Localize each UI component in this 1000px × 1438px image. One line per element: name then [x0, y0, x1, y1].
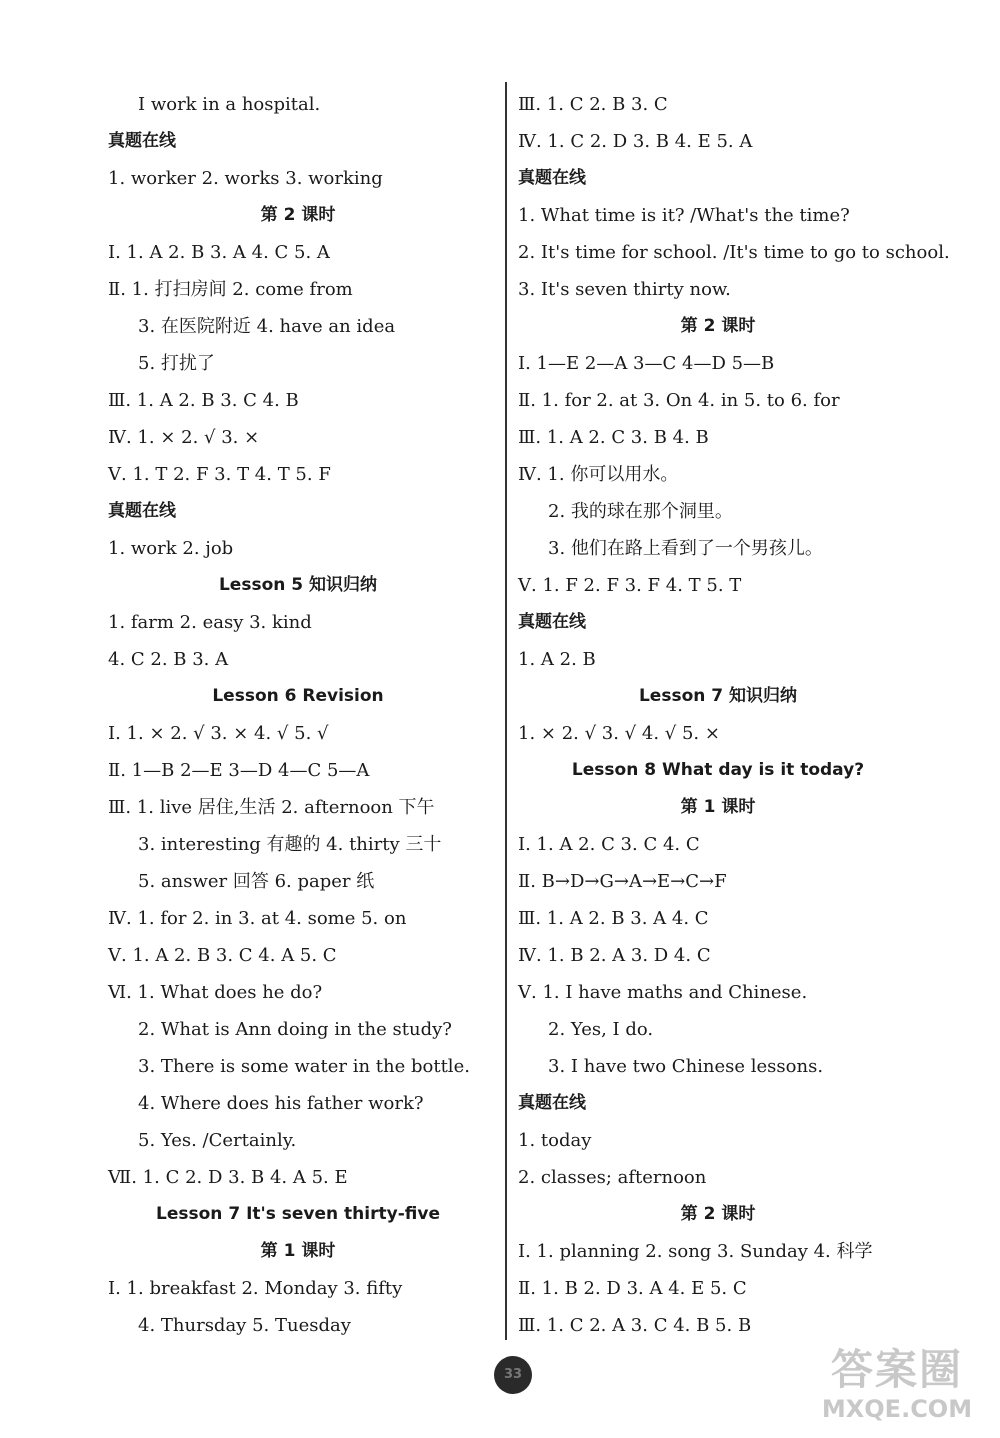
- answer-line: 1. × 2. √ 3. √ 4. √ 5. ×: [518, 723, 720, 744]
- answer-line: Ⅰ. 1. A 2. B 3. A 4. C 5. A: [108, 242, 330, 263]
- section-heading: Lesson 7 知识归纳: [638, 686, 798, 706]
- section-heading: 真题在线: [518, 612, 586, 632]
- answer-line: Ⅶ. 1. C 2. D 3. B 4. A 5. E: [108, 1167, 348, 1188]
- answer-line: 3. There is some water in the bottle.: [138, 1056, 470, 1077]
- answer-line: Ⅲ. 1. C 2. B 3. C: [518, 94, 668, 115]
- answer-line: Ⅰ. 1. planning 2. song 3. Sunday 4. 科学: [518, 1241, 873, 1262]
- answer-line: Ⅵ. 1. What does he do?: [108, 982, 323, 1003]
- answer-line: Ⅴ. 1. A 2. B 3. C 4. A 5. C: [108, 945, 337, 966]
- answer-line: Ⅲ. 1. A 2. C 3. B 4. B: [518, 427, 709, 448]
- section-heading: 第 1 课时: [680, 797, 756, 817]
- answer-line: Ⅴ. 1. T 2. F 3. T 4. T 5. F: [108, 464, 331, 485]
- section-heading: 真题在线: [108, 501, 176, 521]
- answer-line: Ⅳ. 1. for 2. in 3. at 4. some 5. on: [108, 908, 407, 929]
- answer-line: 5. 打扰了: [138, 353, 215, 374]
- answer-line: Ⅳ. 1. × 2. √ 3. ×: [108, 427, 260, 448]
- answer-line: Ⅴ. 1. I have maths and Chinese.: [518, 982, 808, 1003]
- answer-line: 1. work 2. job: [108, 538, 234, 559]
- watermark-logo: 答案圈: [830, 1345, 963, 1394]
- answer-line: 5. answer 回答 6. paper 纸: [138, 871, 375, 892]
- answer-line: 3. I have two Chinese lessons.: [548, 1056, 824, 1077]
- answer-line: Ⅱ. 1. B 2. D 3. A 4. E 5. C: [518, 1278, 747, 1299]
- answer-line: 1. farm 2. easy 3. kind: [108, 612, 312, 633]
- watermark-url: MXQE.COM: [821, 1395, 973, 1423]
- answer-line: Ⅴ. 1. F 2. F 3. F 4. T 5. T: [518, 575, 742, 596]
- section-heading: 第 2 课时: [680, 316, 756, 336]
- answer-line: 4. Where does his father work?: [138, 1093, 424, 1114]
- answer-line: 3. 在医院附近 4. have an idea: [138, 316, 396, 337]
- answer-line: Ⅰ. 1. × 2. √ 3. × 4. √ 5. √: [108, 723, 329, 744]
- answer-line: Ⅳ. 1. C 2. D 3. B 4. E 5. A: [518, 131, 753, 152]
- watermark: [812, 1345, 982, 1427]
- answer-line: 4. Thursday 5. Tuesday: [138, 1315, 351, 1336]
- answer-line: Ⅰ. 1—E 2—A 3—C 4—D 5—B: [518, 353, 775, 374]
- answer-line: Ⅲ. 1. A 2. B 3. C 4. B: [108, 390, 299, 411]
- section-heading: Lesson 7 It's seven thirty-five: [156, 1204, 440, 1224]
- answer-line: 1. worker 2. works 3. working: [108, 168, 383, 189]
- section-heading: Lesson 8 What day is it today?: [571, 760, 865, 780]
- answer-line: Ⅱ. 1—B 2—E 3—D 4—C 5—A: [108, 760, 370, 781]
- section-heading: 真题在线: [518, 168, 586, 188]
- page-number: 33: [494, 1356, 532, 1394]
- section-heading: 第 2 课时: [260, 205, 336, 225]
- answer-line: Ⅰ. 1. A 2. C 3. C 4. C: [518, 834, 700, 855]
- answer-line: 1. What time is it? /What's the time?: [518, 205, 850, 226]
- section-heading: Lesson 5 知识归纳: [218, 575, 378, 595]
- answer-line: Ⅰ. 1. breakfast 2. Monday 3. fifty: [108, 1278, 403, 1299]
- answer-line: Ⅳ. 1. B 2. A 3. D 4. C: [518, 945, 711, 966]
- answer-line: Ⅱ. 1. for 2. at 3. On 4. in 5. to 6. for: [518, 390, 840, 411]
- answer-line: 2. 我的球在那个洞里。: [548, 501, 733, 522]
- answer-line: I work in a hospital.: [138, 94, 321, 115]
- section-heading: 真题在线: [518, 1093, 586, 1113]
- answer-line: Ⅲ. 1. C 2. A 3. C 4. B 5. B: [518, 1315, 752, 1336]
- section-heading: 第 2 课时: [680, 1204, 756, 1224]
- section-heading: 真题在线: [108, 131, 176, 151]
- right-column: [518, 86, 950, 1344]
- left-column: [108, 86, 488, 1344]
- answer-line: Ⅲ. 1. live 居住,生活 2. afternoon 下午: [108, 797, 435, 818]
- answer-line: 2. It's time for school. /It's time to go to school.: [518, 242, 950, 263]
- answer-line: 2. classes; afternoon: [518, 1167, 707, 1188]
- answer-line: 1. today: [518, 1130, 592, 1151]
- answer-line: Ⅲ. 1. A 2. B 3. A 4. C: [518, 908, 709, 929]
- answer-line: 2. Yes, I do.: [548, 1019, 654, 1040]
- answer-line: 3. It's seven thirty now.: [518, 279, 731, 300]
- answer-line: 4. C 2. B 3. A: [108, 649, 229, 670]
- answer-line: 3. interesting 有趣的 4. thirty 三十: [138, 834, 442, 855]
- answer-line: 1. A 2. B: [518, 649, 596, 670]
- answer-line: Ⅱ. B→D→G→A→E→C→F: [518, 871, 727, 892]
- answer-line: Ⅳ. 1. 你可以用水。: [518, 464, 679, 485]
- answer-line: Ⅱ. 1. 打扫房间 2. come from: [108, 279, 353, 300]
- answer-line: 2. What is Ann doing in the study?: [138, 1019, 452, 1040]
- answer-line: 5. Yes. /Certainly.: [138, 1130, 297, 1151]
- answer-line: 3. 他们在路上看到了一个男孩儿。: [548, 538, 823, 559]
- section-heading: 第 1 课时: [260, 1241, 336, 1261]
- column-divider: [505, 82, 507, 1340]
- section-heading: Lesson 6 Revision: [212, 686, 384, 706]
